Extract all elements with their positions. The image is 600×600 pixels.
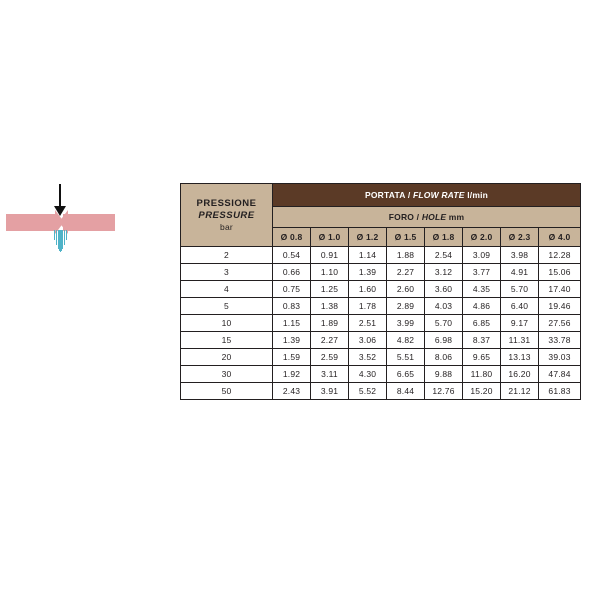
flow-value-cell: 4.86	[463, 298, 501, 315]
flow-value-cell: 3.09	[463, 247, 501, 264]
table-row	[181, 366, 581, 383]
flow-value-cell: 2.51	[349, 315, 387, 332]
flow-value-cell: 1.59	[273, 349, 311, 366]
flow-value-cell: 6.65	[387, 366, 425, 383]
flow-value-cell: 5.70	[501, 281, 539, 298]
flow-value-cell: 4.91	[501, 264, 539, 281]
flow-value-cell: 9.65	[463, 349, 501, 366]
flow-value-cell: 9.88	[425, 366, 463, 383]
column-header: Ø 2.3	[501, 228, 539, 247]
table-row	[181, 281, 581, 298]
nozzle-diagram	[0, 180, 175, 270]
flow-value-cell: 3.52	[349, 349, 387, 366]
flow-value-cell: 3.12	[425, 264, 463, 281]
flow-value-cell: 39.03	[539, 349, 581, 366]
pressure-cell: 3	[181, 264, 273, 281]
flow-value-cell: 1.92	[273, 366, 311, 383]
flow-value-cell: 6.40	[501, 298, 539, 315]
flow-value-cell: 13.13	[501, 349, 539, 366]
flow-rate-table	[180, 183, 581, 400]
flow-value-cell: 0.54	[273, 247, 311, 264]
flow-value-cell: 5.51	[387, 349, 425, 366]
flow-value-cell: 0.75	[273, 281, 311, 298]
table-row	[181, 247, 581, 264]
flow-value-cell: 27.56	[539, 315, 581, 332]
pressure-corner-header	[181, 184, 273, 247]
flow-value-cell: 1.25	[311, 281, 349, 298]
flow-value-cell: 15.20	[463, 383, 501, 400]
flow-value-cell: 2.89	[387, 298, 425, 315]
flow-value-cell: 11.31	[501, 332, 539, 349]
flow-value-cell: 33.78	[539, 332, 581, 349]
table-row	[181, 332, 581, 349]
column-header: Ø 1.8	[425, 228, 463, 247]
flow-value-cell: 0.66	[273, 264, 311, 281]
hole-subtitle-en: HOLE	[421, 212, 447, 222]
pressure-cell: 4	[181, 281, 273, 298]
flow-rate-title-en: FLOW RATE	[412, 190, 465, 200]
table-row	[181, 349, 581, 366]
hole-subtitle-units: mm	[446, 212, 465, 222]
table-row	[181, 315, 581, 332]
flow-value-cell: 17.40	[539, 281, 581, 298]
flow-value-cell: 1.89	[311, 315, 349, 332]
flow-value-cell: 8.37	[463, 332, 501, 349]
flow-value-cell: 1.39	[273, 332, 311, 349]
flow-value-cell: 47.84	[539, 366, 581, 383]
flow-value-cell: 3.60	[425, 281, 463, 298]
flow-value-cell: 61.83	[539, 383, 581, 400]
flow-value-cell: 8.44	[387, 383, 425, 400]
pressure-cell: 2	[181, 247, 273, 264]
flow-value-cell: 5.70	[425, 315, 463, 332]
flow-value-cell: 3.91	[311, 383, 349, 400]
flow-value-cell: 4.82	[387, 332, 425, 349]
flow-rate-title-units: l/min	[464, 190, 489, 200]
table-row	[181, 298, 581, 315]
pressure-cell: 50	[181, 383, 273, 400]
flow-value-cell: 4.35	[463, 281, 501, 298]
column-header: Ø 4.0	[539, 228, 581, 247]
flow-value-cell: 3.77	[463, 264, 501, 281]
flow-value-cell: 2.59	[311, 349, 349, 366]
flow-value-cell: 15.06	[539, 264, 581, 281]
flow-value-cell: 0.83	[273, 298, 311, 315]
flow-value-cell: 21.12	[501, 383, 539, 400]
column-header: Ø 2.0	[463, 228, 501, 247]
flow-value-cell: 3.98	[501, 247, 539, 264]
flow-arrow-icon	[54, 206, 66, 216]
flow-value-cell: 3.99	[387, 315, 425, 332]
flow-value-cell: 2.27	[311, 332, 349, 349]
flow-value-cell: 1.78	[349, 298, 387, 315]
column-header: Ø 1.2	[349, 228, 387, 247]
flow-value-cell: 6.98	[425, 332, 463, 349]
flow-value-cell: 1.39	[349, 264, 387, 281]
flow-value-cell: 3.06	[349, 332, 387, 349]
table-row	[181, 383, 581, 400]
pressure-cell: 10	[181, 315, 273, 332]
flow-value-cell: 4.30	[349, 366, 387, 383]
flow-value-cell: 2.27	[387, 264, 425, 281]
flow-value-cell: 0.91	[311, 247, 349, 264]
corner-line-2: PRESSURE	[198, 209, 255, 221]
column-header: Ø 1.5	[387, 228, 425, 247]
flow-value-cell: 19.46	[539, 298, 581, 315]
flow-value-cell: 9.17	[501, 315, 539, 332]
flow-value-cell: 4.03	[425, 298, 463, 315]
flow-value-cell: 1.10	[311, 264, 349, 281]
flow-value-cell: 1.38	[311, 298, 349, 315]
flow-rate-title	[273, 184, 581, 207]
flow-value-cell: 2.60	[387, 281, 425, 298]
flow-rate-title-it: PORTATA /	[365, 190, 413, 200]
flow-value-cell: 6.85	[463, 315, 501, 332]
corner-line-3: bar	[220, 221, 233, 232]
flow-value-cell: 2.54	[425, 247, 463, 264]
flow-value-cell: 1.14	[349, 247, 387, 264]
flow-value-cell: 2.43	[273, 383, 311, 400]
hole-subtitle	[273, 207, 581, 228]
hole-subtitle-it: FORO /	[388, 212, 422, 222]
table-row	[181, 264, 581, 281]
pressure-cell: 5	[181, 298, 273, 315]
flow-value-cell: 1.88	[387, 247, 425, 264]
flow-value-cell: 8.06	[425, 349, 463, 366]
nozzle-body-right	[63, 214, 115, 231]
flow-value-cell: 1.60	[349, 281, 387, 298]
flow-value-cell: 16.20	[501, 366, 539, 383]
flow-rate-table-wrapper	[180, 183, 580, 400]
flow-value-cell: 11.80	[463, 366, 501, 383]
pressure-cell: 15	[181, 332, 273, 349]
table-header-row-title	[181, 184, 581, 207]
flow-value-cell: 3.11	[311, 366, 349, 383]
spray-pattern-icon	[52, 230, 70, 252]
flow-value-cell: 5.52	[349, 383, 387, 400]
pressure-cell: 20	[181, 349, 273, 366]
flow-value-cell: 12.76	[425, 383, 463, 400]
corner-line-1: PRESSIONE	[196, 197, 257, 209]
flow-value-cell: 1.15	[273, 315, 311, 332]
column-header: Ø 1.0	[311, 228, 349, 247]
flow-value-cell: 12.28	[539, 247, 581, 264]
pressure-cell: 30	[181, 366, 273, 383]
column-header: Ø 0.8	[273, 228, 311, 247]
nozzle-body-left	[6, 214, 58, 231]
